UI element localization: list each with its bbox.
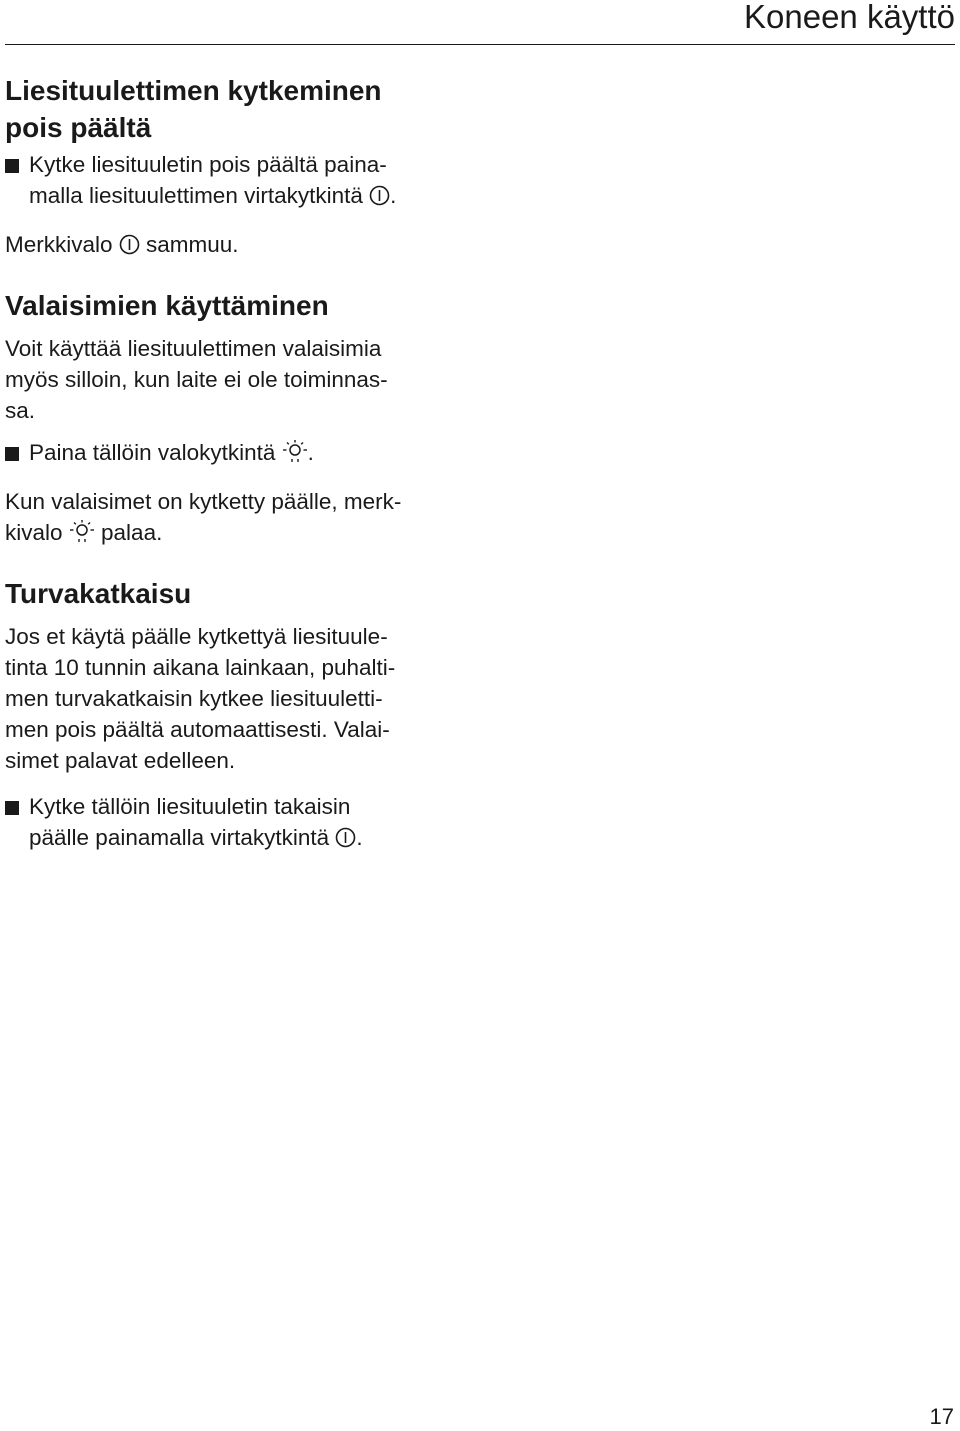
instruction-text: Kytke liesituuletin pois päältä paina- [29,152,387,177]
bullet-square-icon [5,447,19,461]
instruction-text: malla liesituulettimen virtakytkintä [29,183,370,208]
power-icon [119,232,140,263]
result-text-part: Kun valaisimet on kytketty päälle, merk- [5,489,402,514]
light-icon [282,439,308,471]
light-icon [69,519,95,551]
instruction-text: . [390,183,397,208]
result-text-part: palaa. [94,520,163,545]
section-title-line: pois päältä [5,112,152,143]
instruction-text: Paina tällöin valokytkintä [29,440,282,465]
instruction-lights [5,437,465,471]
main-content [5,72,465,856]
instruction-text: . [307,440,314,465]
paragraph-lights [5,333,465,426]
power-icon [335,825,356,856]
header-divider [5,44,955,45]
paragraph-line: simet palavat edelleen. [5,748,236,773]
instruction-text: Kytke tällöin liesituuletin takaisin [29,794,351,819]
result-text-part: kivalo [5,520,69,545]
instruction-text: . [356,825,363,850]
result-text [5,486,465,551]
paragraph-line: Jos et käytä päälle kytkettyä liesituule- [5,624,388,649]
result-text-part: Merkkivalo [5,232,119,257]
instruction-switch-on [5,791,465,856]
paragraph-line: tinta 10 tunnin aikana lainkaan, puhalti- [5,655,396,680]
paragraph-line: sa. [5,398,36,423]
section-title-lights: Valaisimien käyttäminen [5,290,329,321]
result-text [5,229,465,263]
bullet-square-icon [5,801,19,815]
paragraph-line: Voit käyttää liesituulettimen valaisimia [5,336,382,361]
section-title-safety-cutout: Turvakatkaisu [5,578,192,609]
page-header-title: Koneen käyttö [744,0,955,35]
paragraph-line: men turvakatkaisin kytkee liesituuletti- [5,686,383,711]
paragraph-line: men pois päältä automaattisesti. Valai- [5,717,390,742]
result-text-part: sammuu. [139,232,239,257]
paragraph-safety [5,621,465,776]
paragraph-line: myös silloin, kun laite ei ole toiminnas- [5,367,388,392]
bullet-square-icon [5,159,19,173]
power-icon [369,183,390,214]
section-title-switch-off [5,72,465,146]
instruction-text: päälle painamalla virtakytkintä [29,825,336,850]
page-number: 17 [929,1404,954,1429]
section-title-line: Liesituulettimen kytkeminen [5,75,382,106]
instruction-switch-off [5,149,465,214]
